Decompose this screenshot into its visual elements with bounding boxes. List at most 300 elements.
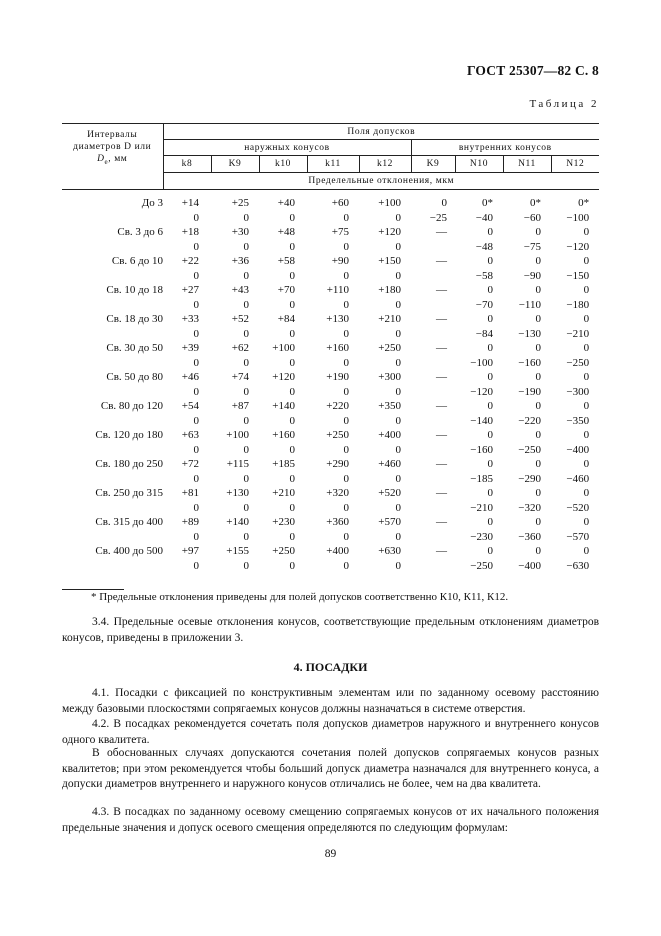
value-cell: 0*: [482, 197, 493, 209]
value-cell: −230: [470, 530, 493, 543]
interval-cell: Св. 3 до 6: [117, 226, 163, 238]
interval-cell: Св. 80 до 120: [100, 400, 163, 412]
value-cell: 0: [243, 443, 249, 456]
value-cell: 0: [441, 197, 447, 209]
value-cell: −84: [475, 327, 493, 340]
value-cell: 0: [535, 371, 541, 383]
value-cell: −120: [566, 240, 590, 253]
value-cell: 0: [289, 501, 295, 514]
value-cell: [411, 443, 455, 458]
value-cell: 0: [243, 559, 249, 572]
value-cell: 0: [243, 385, 249, 398]
value-cell: 0: [395, 385, 401, 398]
table-row: [62, 312, 599, 327]
value-cell: 0: [289, 385, 295, 398]
value-cell: 0: [583, 516, 590, 528]
value-cell: —: [436, 255, 447, 267]
value-cell: −400: [518, 559, 541, 572]
value-cell: +460: [378, 458, 401, 470]
value-cell: −250: [566, 356, 590, 369]
value-cell: 0: [487, 255, 493, 267]
value-cell: 0: [487, 400, 493, 412]
value-cell: −630: [566, 559, 590, 572]
value-cell: +33: [181, 313, 199, 325]
table-row: [62, 190, 599, 211]
value-cell: 0: [395, 298, 401, 311]
value-cell: 0: [289, 472, 295, 485]
table-row: [62, 341, 599, 356]
value-cell: 0: [535, 400, 541, 412]
table-row: [62, 269, 599, 284]
value-cell: 0: [395, 530, 401, 543]
table-row: [62, 443, 599, 458]
interval-cell: Св. 30 до 50: [106, 342, 163, 354]
value-cell: 0: [193, 385, 199, 398]
value-cell: 0: [487, 371, 493, 383]
value-cell: —: [436, 371, 447, 383]
value-cell: −100: [566, 211, 590, 224]
value-cell: 0: [193, 356, 199, 369]
value-cell: +30: [231, 226, 249, 238]
value-cell: +100: [272, 342, 295, 354]
table-row: [62, 515, 599, 530]
value-cell: 0: [343, 530, 349, 543]
value-cell: 0: [395, 240, 401, 253]
value-cell: 0: [193, 530, 199, 543]
value-cell: −360: [518, 530, 541, 543]
value-cell: 0: [289, 559, 295, 572]
interval-cell: [62, 530, 163, 545]
table-row: [62, 544, 599, 559]
value-cell: 0: [535, 284, 541, 296]
table-row: [62, 283, 599, 298]
value-cell: 0*: [530, 197, 541, 209]
value-cell: +87: [231, 400, 249, 412]
value-cell: 0: [343, 298, 349, 311]
value-cell: 0: [535, 429, 541, 441]
value-cell: +130: [226, 487, 249, 499]
value-cell: +81: [181, 487, 199, 499]
value-cell: 0: [193, 269, 199, 282]
table-row: [62, 472, 599, 487]
value-cell: 0: [395, 501, 401, 514]
interval-cell: [62, 472, 163, 487]
col-header: N12: [551, 156, 599, 173]
table-row: [62, 225, 599, 240]
interval-cell: Св. 120 до 180: [95, 429, 163, 441]
value-cell: +150: [378, 255, 401, 267]
value-cell: −400: [566, 443, 590, 456]
value-cell: 0: [487, 226, 493, 238]
value-cell: —: [436, 545, 447, 557]
value-cell: [411, 472, 455, 487]
interval-cell: Св. 250 до 315: [95, 487, 163, 499]
footnote: * Предельные отклонения приведены для полей допусков соответственно К10, К11, К12.: [91, 591, 509, 603]
value-cell: 0: [395, 211, 401, 224]
value-cell: 0: [193, 211, 199, 224]
value-cell: +250: [272, 545, 295, 557]
table-row: [62, 385, 599, 400]
value-cell: +100: [378, 197, 401, 209]
col-header: k10: [259, 156, 307, 173]
table-row: [62, 356, 599, 371]
value-cell: 0: [343, 385, 349, 398]
interval-cell: До 3: [141, 197, 163, 209]
interval-cell: [62, 356, 163, 371]
table-row: [62, 211, 599, 226]
value-cell: +520: [378, 487, 401, 499]
value-cell: 0: [487, 516, 493, 528]
interval-cell: Св. 315 до 400: [95, 516, 163, 528]
value-cell: −160: [518, 356, 541, 369]
value-cell: —: [436, 516, 447, 528]
table-row: [62, 240, 599, 255]
value-cell: 0: [243, 298, 249, 311]
value-cell: 0: [193, 414, 199, 427]
interval-cell: [62, 414, 163, 429]
value-cell: 0: [535, 342, 541, 354]
value-cell: +18: [181, 226, 199, 238]
value-cell: —: [436, 458, 447, 470]
value-cell: −185: [470, 472, 493, 485]
value-cell: +220: [326, 400, 349, 412]
interval-cell: [62, 501, 163, 516]
paragraph-4-3: 4.3. В посадках по заданному осевому смещению сопрягаемых конусов от их начального положения предельные значения и допуск осевого смещения определяются по следующим формулам:: [62, 806, 599, 834]
interval-cell: [62, 385, 163, 400]
value-cell: +54: [181, 400, 199, 412]
value-cell: 0: [289, 443, 295, 456]
value-cell: +14: [181, 197, 199, 209]
col-header: k8: [163, 156, 211, 173]
value-cell: +84: [277, 313, 295, 325]
value-cell: 0: [583, 371, 590, 383]
value-cell: 0: [193, 327, 199, 340]
value-cell: +570: [378, 516, 401, 528]
value-cell: 0: [243, 472, 249, 485]
value-cell: −350: [566, 414, 590, 427]
value-cell: +180: [378, 284, 401, 296]
value-cell: +210: [272, 487, 295, 499]
value-cell: +90: [331, 255, 349, 267]
value-cell: 0: [243, 501, 249, 514]
value-cell: +46: [181, 371, 199, 383]
value-cell: −180: [566, 298, 590, 311]
value-cell: [411, 414, 455, 429]
interval-cell: [62, 559, 163, 574]
value-cell: 0: [487, 545, 493, 557]
interval-header-line1: Интервалы: [87, 129, 138, 140]
value-cell: 0: [289, 240, 295, 253]
value-cell: +36: [231, 255, 249, 267]
value-cell: 0: [395, 472, 401, 485]
value-cell: 0: [535, 487, 541, 499]
value-cell: +130: [326, 313, 349, 325]
col-header: K9: [411, 156, 455, 173]
value-cell: 0: [395, 443, 401, 456]
value-cell: +110: [326, 284, 349, 296]
value-cell: 0: [583, 313, 590, 325]
page-number: 89: [324, 848, 337, 860]
value-cell: +140: [226, 516, 249, 528]
value-cell: 0: [487, 487, 493, 499]
value-cell: +400: [378, 429, 401, 441]
value-cell: +300: [378, 371, 401, 383]
value-cell: 0: [487, 313, 493, 325]
value-cell: +89: [181, 516, 199, 528]
table-row: [62, 559, 599, 574]
table-row: [62, 327, 599, 342]
interval-cell: Св. 50 до 80: [106, 371, 163, 383]
table-row: [62, 501, 599, 516]
value-cell: 0: [343, 472, 349, 485]
value-cell: 0: [583, 226, 590, 238]
value-cell: 0: [343, 414, 349, 427]
value-cell: +52: [231, 313, 249, 325]
value-cell: 0: [343, 327, 349, 340]
value-cell: +140: [272, 400, 295, 412]
value-cell: 0: [289, 414, 295, 427]
value-cell: 0: [243, 414, 249, 427]
value-cell: 0: [289, 211, 295, 224]
value-cell: 0: [243, 211, 249, 224]
table-row: [62, 254, 599, 269]
value-cell: 0: [343, 269, 349, 282]
value-cell: −70: [475, 298, 493, 311]
value-cell: +25: [231, 197, 249, 209]
value-cell: +75: [331, 226, 349, 238]
value-cell: 0: [289, 327, 295, 340]
value-cell: +230: [272, 516, 295, 528]
value-cell: +27: [181, 284, 199, 296]
value-cell: 0: [343, 240, 349, 253]
value-cell: 0: [289, 298, 295, 311]
value-cell: —: [436, 429, 447, 441]
value-cell: +250: [326, 429, 349, 441]
value-cell: +74: [231, 371, 249, 383]
outer-cones-header: наружных конусов: [163, 140, 411, 156]
interval-header: [62, 124, 163, 173]
value-cell: +320: [326, 487, 349, 499]
value-cell: 0: [583, 284, 590, 296]
paragraph-3-4: 3.4. Предельные осевые отклонения конусов, соответствующие предельным отклонениям диаметров конусов, приведены в приложении 3.: [62, 616, 599, 644]
paragraph-4-2-continued: В обоснованных случаях допускаются сочетания полей допусков сопрягаемых конусов разных квалитетов; при этом рекомендуется чтобы больший допуск диаметра назначался для внутреннего конуса, а допуски диаметров внутреннего и наружного конусов отличались не более, чем на два квалитета.: [62, 747, 599, 790]
interval-cell: Св. 18 до 30: [106, 313, 163, 325]
value-cell: 0: [583, 487, 590, 499]
value-cell: +185: [272, 458, 295, 470]
value-cell: 0: [289, 356, 295, 369]
interval-symbol-sub: e: [104, 157, 109, 166]
interval-cell: [62, 269, 163, 284]
interval-cell: [62, 211, 163, 226]
table-label: Таблица 2: [529, 98, 599, 110]
value-cell: −160: [470, 443, 493, 456]
paragraph-4-2: 4.2. В посадках рекомендуется сочетать поля допусков диаметров наружного и внутреннего конусов одного квалитета.: [62, 718, 599, 746]
col-header: N11: [503, 156, 551, 173]
value-cell: −460: [566, 472, 590, 485]
value-cell: [411, 298, 455, 313]
value-cell: +100: [226, 429, 249, 441]
value-cell: +155: [226, 545, 249, 557]
value-cell: 0: [343, 211, 349, 224]
value-cell: —: [436, 313, 447, 325]
table-row: [62, 370, 599, 385]
value-cell: 0: [243, 530, 249, 543]
value-cell: 0: [583, 458, 590, 470]
value-cell: +48: [277, 226, 295, 238]
value-cell: 0: [193, 443, 199, 456]
value-cell: −320: [518, 501, 541, 514]
interval-cell: Св. 10 до 18: [106, 284, 163, 296]
value-cell: −100: [470, 356, 493, 369]
value-cell: −90: [523, 269, 541, 282]
value-cell: 0: [583, 400, 590, 412]
value-cell: 0: [193, 501, 199, 514]
value-cell: +250: [378, 342, 401, 354]
table-row: [62, 414, 599, 429]
footnote-divider: [62, 589, 124, 590]
value-cell: 0: [583, 429, 590, 441]
value-cell: 0: [487, 429, 493, 441]
inner-cones-header: внутренних конусов: [411, 140, 599, 156]
value-cell: 0: [193, 240, 199, 253]
value-cell: 0: [535, 516, 541, 528]
value-cell: −250: [518, 443, 541, 456]
value-cell: 0: [395, 559, 401, 572]
table-row: [62, 399, 599, 414]
interval-cell: Св. 400 до 500: [95, 545, 163, 557]
col-header: k11: [307, 156, 359, 173]
value-cell: 0: [243, 327, 249, 340]
value-cell: +630: [378, 545, 401, 557]
value-cell: +70: [277, 284, 295, 296]
value-cell: −58: [475, 269, 493, 282]
value-cell: 0: [395, 356, 401, 369]
value-cell: −130: [518, 327, 541, 340]
page-header: ГОСТ 25307—82 С. 8: [466, 63, 599, 78]
value-cell: −190: [518, 385, 541, 398]
value-cell: +97: [181, 545, 199, 557]
interval-symbol: D: [97, 153, 105, 164]
value-cell: +63: [181, 429, 199, 441]
value-cell: −210: [470, 501, 493, 514]
value-cell: 0: [193, 298, 199, 311]
value-cell: [411, 559, 455, 574]
value-cell: 0: [487, 458, 493, 470]
value-cell: 0: [535, 313, 541, 325]
paragraph-4-1: 4.1. Посадки с фиксацией по конструктивным элементам или по заданному осевому расстоянию между базовыми плоскостями сопрягаемых конусов должны назначаться в системе отверстия.: [62, 687, 599, 715]
value-cell: [411, 240, 455, 255]
table-row: [62, 298, 599, 313]
value-cell: 0: [193, 472, 199, 485]
value-cell: [411, 269, 455, 284]
value-cell: 0: [487, 284, 493, 296]
value-cell: 0: [193, 559, 199, 572]
interval-cell: Св. 6 до 10: [111, 255, 163, 267]
value-cell: 0: [243, 269, 249, 282]
value-cell: +360: [326, 516, 349, 528]
col-header: K9: [211, 156, 259, 173]
col-header: k12: [359, 156, 411, 173]
value-cell: +115: [226, 458, 249, 470]
table-body: [62, 190, 599, 574]
section-title: 4. ПОСАДКИ: [293, 660, 368, 674]
value-cell: +120: [378, 226, 401, 238]
value-cell: 0: [289, 530, 295, 543]
value-cell: 0: [395, 269, 401, 282]
value-cell: −210: [566, 327, 590, 340]
value-cell: −48: [475, 240, 493, 253]
value-cell: 0: [535, 458, 541, 470]
value-cell: −75: [523, 240, 541, 253]
value-cell: −25: [429, 211, 447, 224]
value-cell: +350: [378, 400, 401, 412]
value-cell: +40: [277, 197, 295, 209]
value-cell: −570: [566, 530, 590, 543]
table-row: [62, 428, 599, 443]
value-cell: —: [436, 284, 447, 296]
value-cell: −110: [518, 298, 541, 311]
value-cell: —: [436, 487, 447, 499]
deviation-header: Пределельные отклонения, мкм: [163, 173, 599, 190]
value-cell: −250: [470, 559, 493, 572]
value-cell: +39: [181, 342, 199, 354]
interval-cell: [62, 327, 163, 342]
value-cell: +120: [272, 371, 295, 383]
value-cell: [411, 501, 455, 516]
value-cell: 0: [487, 342, 493, 354]
value-cell: —: [436, 226, 447, 238]
table-row: [62, 530, 599, 545]
value-cell: 0: [343, 501, 349, 514]
value-cell: 0: [343, 356, 349, 369]
value-cell: +160: [272, 429, 295, 441]
value-cell: 0: [395, 414, 401, 427]
value-cell: −290: [518, 472, 541, 485]
value-cell: 0: [343, 559, 349, 572]
value-cell: +60: [331, 197, 349, 209]
value-cell: [411, 385, 455, 400]
value-cell: [411, 530, 455, 545]
value-cell: +22: [181, 255, 199, 267]
interval-header-line2: диаметров D или: [73, 141, 152, 152]
value-cell: +58: [277, 255, 295, 267]
value-cell: +72: [181, 458, 199, 470]
table-row: [62, 457, 599, 472]
value-cell: —: [436, 342, 447, 354]
value-cell: 0: [343, 443, 349, 456]
table-row: [62, 486, 599, 501]
interval-unit: , мм: [108, 153, 128, 164]
value-cell: −140: [470, 414, 493, 427]
value-cell: 0: [243, 240, 249, 253]
interval-cell: [62, 240, 163, 255]
value-cell: [411, 356, 455, 371]
value-cell: +190: [326, 371, 349, 383]
value-cell: 0: [583, 545, 590, 557]
value-cell: −300: [566, 385, 590, 398]
value-cell: +160: [326, 342, 349, 354]
value-cell: [411, 327, 455, 342]
value-cell: +400: [326, 545, 349, 557]
value-cell: 0: [583, 255, 590, 267]
value-cell: −520: [566, 501, 590, 514]
value-cell: 0: [535, 226, 541, 238]
interval-header-line3: [62, 153, 163, 168]
value-cell: 0: [583, 342, 590, 354]
value-cell: —: [436, 400, 447, 412]
value-cell: +62: [231, 342, 249, 354]
interval-cell: [62, 443, 163, 458]
